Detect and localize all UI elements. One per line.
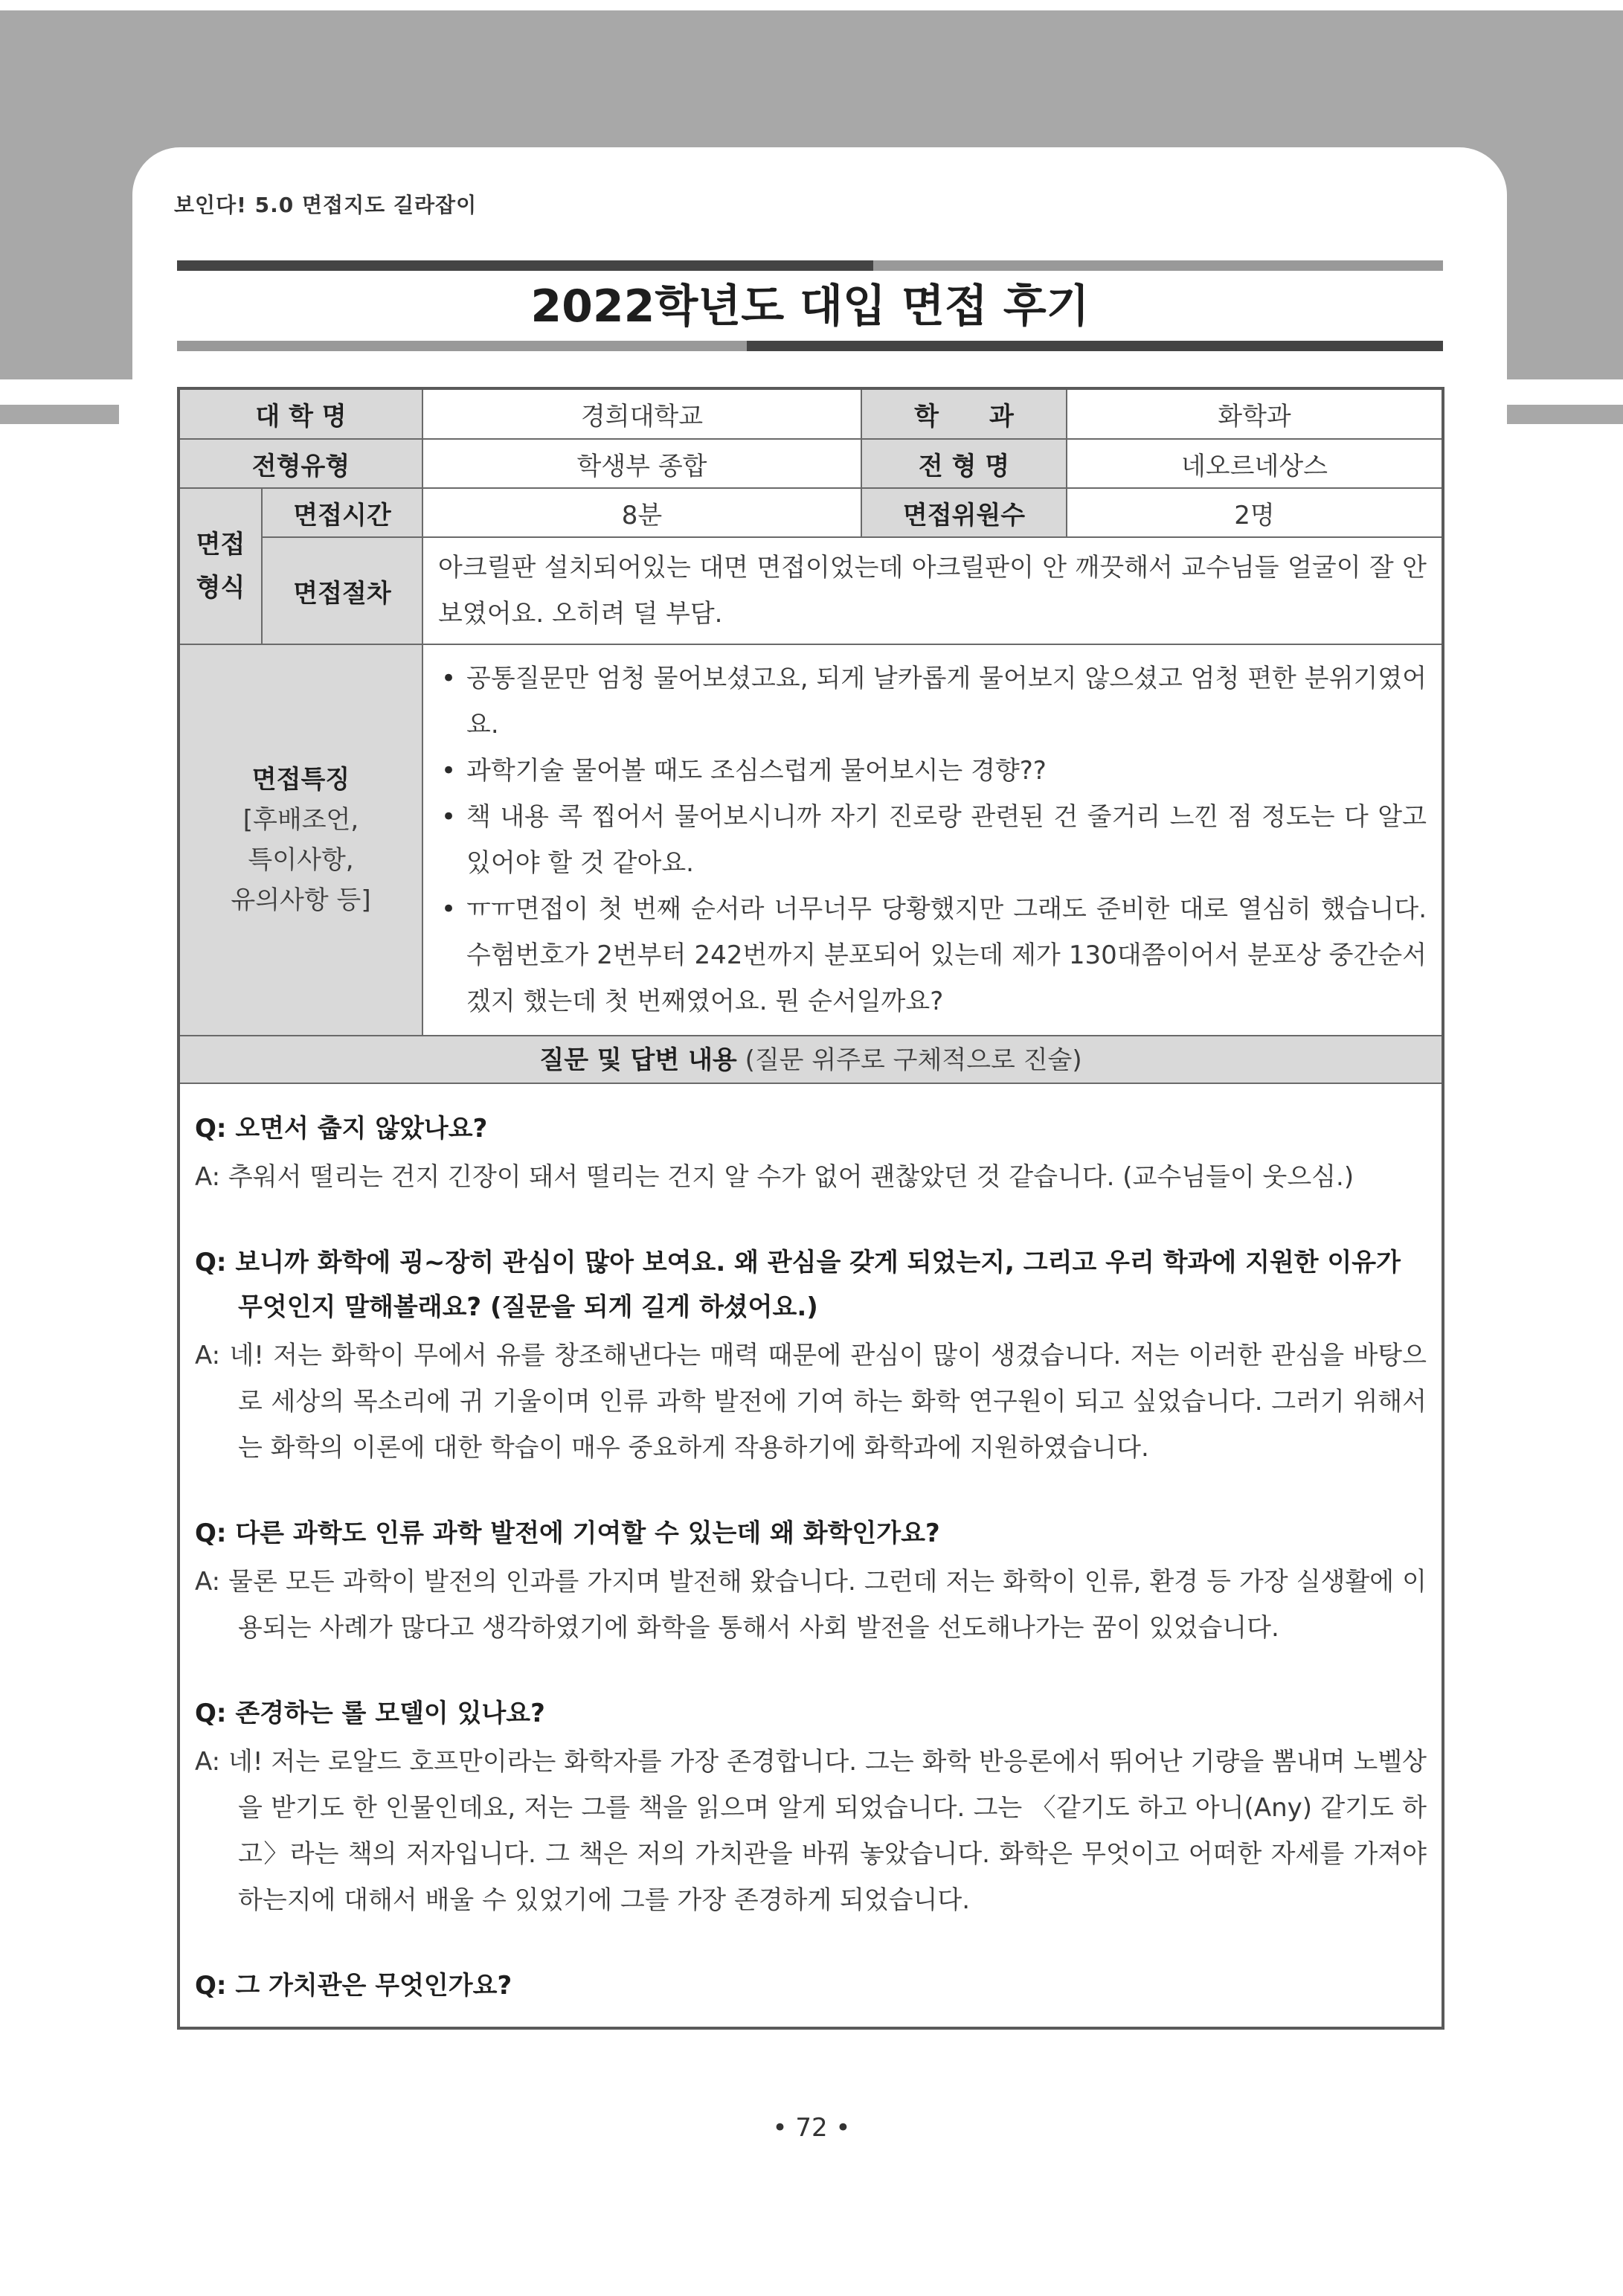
time-label: 면접시간 bbox=[262, 488, 422, 537]
features-list bbox=[423, 650, 1442, 1030]
time-value: 8분 bbox=[422, 488, 861, 537]
question: Q: 보니까 화학에 굉~장히 관심이 많아 보여요. 왜 관심을 갖게 되었는지, 그리고 우리 학과에 지원한 이유가 무엇인지 말해볼래요? (질문을 되게 길게 하셨어요.) bbox=[195, 1248, 1401, 1322]
procedure-label: 면접절차 bbox=[262, 537, 422, 644]
department-value: 화학과 bbox=[1067, 390, 1442, 439]
qa-section-header bbox=[180, 1036, 1442, 1084]
features-label-sub-3: 유의사항 등] bbox=[231, 885, 371, 915]
info-table bbox=[180, 390, 1442, 1036]
title-rule-top bbox=[177, 260, 1443, 271]
interviewers-label: 면접위원수 bbox=[861, 488, 1067, 537]
admission-name-label: 전 형 명 bbox=[861, 439, 1067, 488]
answer: A: 네! 저는 화학이 무에서 유를 창조해낸다는 매력 때문에 관심이 많이 생겼습니다. 저는 이러한 관심을 바탕으로 세상의 목소리에 귀 기울이며 인류 과학 발전에 기여 하는 화학 연구원이 되고 싶었습니다. 그러기 위해서는 화학의 이론에 대한 학습이 매우 중요하게 작용하기에 화학과에 지원하였습니다. bbox=[195, 1341, 1427, 1463]
question: Q: 다른 과학도 인류 과학 발전에 기여할 수 있는데 왜 화학인가요? bbox=[195, 1519, 940, 1548]
admission-type-value: 학생부 종합 bbox=[422, 439, 861, 488]
interview-review-form bbox=[177, 387, 1444, 2030]
features-content bbox=[422, 644, 1442, 1036]
format-label: 면접 형식 bbox=[180, 488, 262, 644]
qa-list bbox=[180, 1084, 1442, 2008]
running-head: 보인다! 5.0 면접지도 길라잡이 bbox=[174, 193, 478, 217]
question: Q: 존경하는 롤 모델이 있나요? bbox=[195, 1699, 545, 1728]
left-accent-bar bbox=[0, 405, 119, 424]
university-value: 경희대학교 bbox=[422, 390, 861, 439]
feature-item: • 과학기술 물어볼 때도 조심스럽게 물어보시는 경향?? bbox=[438, 748, 1427, 794]
procedure-value: 아크릴판 설치되어있는 대면 면접이었는데 아크릴판이 안 깨끗해서 교수님들 얼굴이 잘 안 보였어요. 오히려 덜 부담. bbox=[422, 537, 1442, 644]
right-accent-bar bbox=[1504, 405, 1623, 424]
features-label-main: 면접특징 bbox=[251, 765, 350, 795]
feature-item: • 책 내용 콕 찝어서 물어보시니까 자기 진로랑 관련된 건 줄거리 느낀 점 정도는 다 알고 있어야 할 것 같아요. bbox=[438, 794, 1427, 886]
answer: A: 물론 모든 과학이 발전의 인과를 가지며 발전해 왔습니다. 그런데 저는 화학이 인류, 환경 등 가장 실생활에 이용되는 사례가 많다고 생각하였기에 화학을 통해서 사회 발전을 선도해나가는 꿈이 있었습니다. bbox=[195, 1567, 1427, 1643]
features-label-sub-1: [후배조언, bbox=[242, 805, 359, 835]
question: Q: 오면서 춥지 않았나요? bbox=[195, 1114, 488, 1144]
features-label bbox=[180, 644, 422, 1036]
title-rule-bottom bbox=[177, 341, 1443, 351]
qa-header-bold: 질문 및 답변 내용 bbox=[539, 1045, 737, 1075]
answer: A: 네! 저는 로알드 호프만이라는 화학자를 가장 존경합니다. 그는 화학 반응론에서 뛰어난 기량을 뽐내며 노벨상을 받기도 한 인물인데요, 저는 그를 책을 읽으며 알게 되었습니다. 그는 〈같기도 하고 아니(Any) 같기도 하고〉라는 책의 저자입니다. 그 책은 저의 가치관을 바꿔 놓았습니다. 화학은 무엇이고 어떠한 자세를 가져야 하는지에 대해서 배울 수 있었기에 그를 가장 존경하게 되었습니다. bbox=[195, 1747, 1427, 1915]
page-title: 2022학년도 대입 면접 후기 bbox=[530, 280, 1090, 333]
department-label: 학 과 bbox=[861, 390, 1067, 439]
feature-item: • ㅠㅠ면접이 첫 번째 순서라 너무너무 당황했지만 그래도 준비한 대로 열심히 했습니다. 수험번호가 2번부터 242번까지 분포되어 있는데 제가 130대쯤이어서 분포상 중간순서겠지 했는데 첫 번째였어요. 뭔 순서일까요? bbox=[438, 886, 1427, 1024]
qa-header-note: (질문 위주로 구체적으로 진술) bbox=[736, 1045, 1082, 1075]
interviewers-value: 2명 bbox=[1067, 488, 1442, 537]
university-label: 대 학 명 bbox=[180, 390, 422, 439]
features-label-sub-2: 특이사항, bbox=[248, 845, 354, 875]
answer: A: 추워서 떨리는 건지 긴장이 돼서 떨리는 건지 알 수가 없어 괜찮았던 것 같습니다. (교수님들이 웃으심.) bbox=[195, 1162, 1354, 1192]
page-number: • 72 • bbox=[772, 2113, 851, 2143]
admission-type-label: 전형유형 bbox=[180, 439, 422, 488]
admission-name-value: 네오르네상스 bbox=[1067, 439, 1442, 488]
feature-item: • 공통질문만 엄청 물어보셨고요, 되게 날카롭게 물어보지 않으셨고 엄청 편한 분위기였어요. bbox=[438, 655, 1427, 748]
question: Q: 그 가치관은 무엇인가요? bbox=[195, 1971, 512, 2001]
